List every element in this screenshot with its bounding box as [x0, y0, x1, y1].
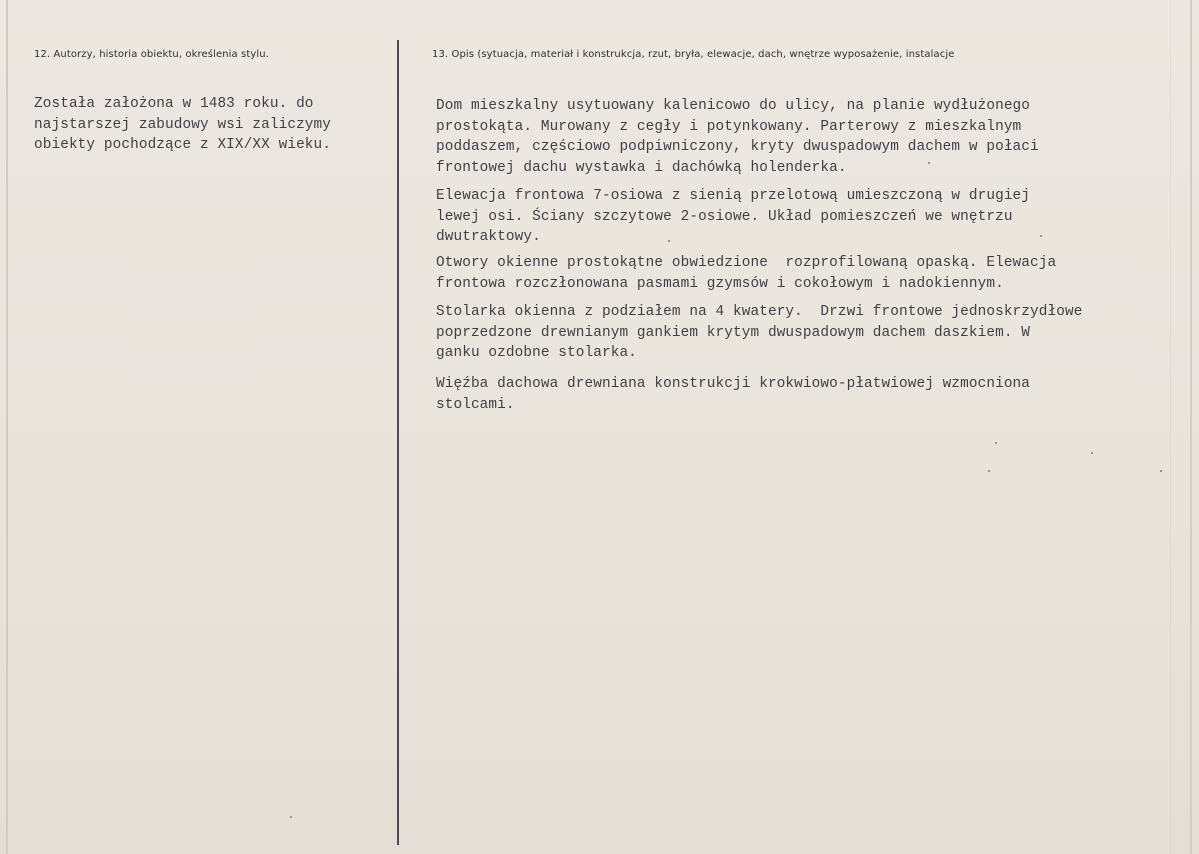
- column-divider: [397, 40, 399, 845]
- right-margin-edge: [1190, 0, 1192, 854]
- text-line: frontowej dachu wystawka i dachówką holenderka.: [436, 159, 847, 176]
- text-line: Została założona w 1483 roku. do: [34, 96, 314, 112]
- text-line: stolcami.: [436, 396, 515, 413]
- text-line: Dom mieszkalny usytuowany kalenicowo do ulicy, na planie wydłużonego: [436, 98, 1031, 114]
- ink-speck: [995, 442, 997, 444]
- text-line: lewej osi. Ściany szczytowe 2-osiowe. Układ pomieszczeń we wnętrzu: [436, 208, 1013, 225]
- text-line: Elewacja frontowa 7-osiowa z sienią przelotową umieszczoną w drugiej: [436, 188, 1031, 204]
- text-line: frontowa rozczłonowana pasmami gzymsów i cokołowym i nadokiennym.: [436, 275, 1004, 292]
- ink-speck: [1160, 470, 1162, 472]
- ink-speck: [988, 470, 990, 472]
- paper-crease: [1170, 0, 1171, 854]
- history-text: [34, 94, 331, 156]
- text-line: Więźba dachowa drewniana konstrukcji krokwiowo-płatwiowej wzmocniona: [436, 376, 1031, 392]
- text-line: prostokąta. Murowany z cegły i potynkowany. Parterowy z mieszkalnym: [436, 118, 1022, 135]
- section-13-header: 13. Opis (sytuacja, materiał i konstrukcja, rzut, bryła, elewacje, dach, wnętrze wyposażenie, instalacje: [432, 49, 955, 60]
- left-margin-edge: [6, 0, 8, 854]
- text-line: dwutraktowy.: [436, 229, 541, 245]
- description-paragraph-1: [436, 96, 1039, 178]
- ink-speck: [1091, 452, 1093, 454]
- ink-speck: [668, 240, 670, 242]
- description-paragraph-3: [436, 253, 1056, 294]
- ink-speck: [928, 162, 930, 164]
- text-line: poprzedzone drewnianym gankiem krytym dwuspadowym dachem daszkiem. W: [436, 324, 1031, 341]
- description-paragraph-4: [436, 302, 1082, 364]
- description-paragraph-5: [436, 374, 1030, 415]
- text-line: obiekty pochodzące z XIX/XX wieku.: [34, 137, 332, 153]
- text-line: ganku ozdobne stolarka.: [436, 345, 637, 361]
- text-line: Stolarka okienna z podziałem na 4 kwatery. Drzwi frontowe jednoskrzydłowe: [436, 304, 1083, 320]
- text-line: poddaszem, częściowo podpiwniczony, kryty dwuspadowym dachem w połaci: [436, 139, 1039, 155]
- text-line: najstarszej zabudowy wsi zaliczymy: [34, 116, 332, 133]
- ink-speck: [290, 816, 292, 818]
- section-12-header: 12. Autorzy, historia obiektu, określenia stylu.: [34, 49, 269, 60]
- ink-speck: [1040, 235, 1042, 237]
- text-line: Otwory okienne prostokątne obwiedzione rozprofilowaną opaską. Elewacja: [436, 255, 1057, 271]
- description-paragraph-2: [436, 186, 1030, 248]
